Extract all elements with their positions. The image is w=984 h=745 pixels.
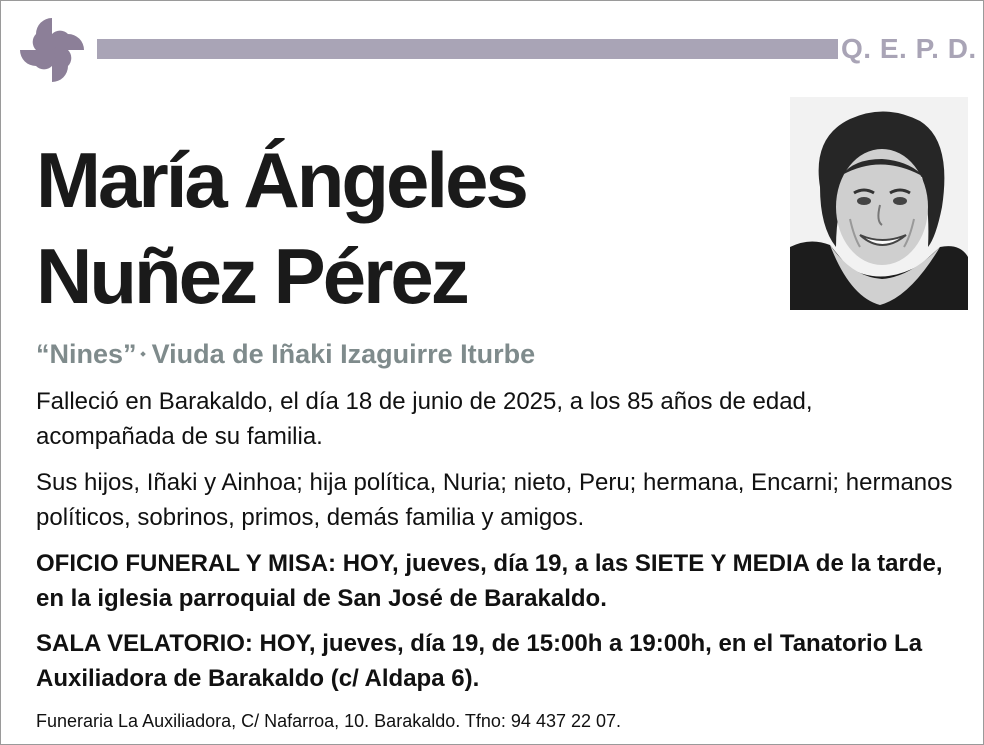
deceased-name [36,132,526,324]
portrait-photo [790,97,968,310]
wake-room-info: SALA VELATORIO: HOY, jueves, día 19, de 15:00h a 19:00h, en el Tanatorio La Auxiliadora de Barakaldo (c/ Aldapa 6). [36,630,923,692]
header-rule [97,39,838,59]
widow-of: Viuda de Iñaki Izaguirre Iturbe [151,339,536,369]
qepd-label: Q. E. P. D. [841,33,977,64]
family-list: Sus hijos, Iñaki y Ainhoa; hija política, Nuria; nieto, Peru; hermana, Encarni; hermanos políticos, sobrinos, primos, demás familia y amigos. [36,469,953,531]
nickname: “Nines” [36,339,137,369]
funeral-mass-info: OFICIO FUNERAL Y MISA: HOY, jueves, día 19, a las SIETE Y MEDIA de la tarde, en la iglesia parroquial de San José de Barakaldo. [36,550,943,612]
name-line-1: María Ángeles [36,136,526,224]
portrait-illustration [790,97,968,310]
subtitle [36,339,535,370]
name-line-2: Nuñez Pérez [36,232,467,320]
death-notice: Falleció en Barakaldo, el día 18 de junio de 2025, a los 85 años de edad, acompañada de su familia. [36,388,813,450]
separator-diamond-icon: ⬩ [140,345,146,361]
lauburu-icon [14,12,90,88]
funeral-home-footer: Funeraria La Auxiliadora, C/ Nafarroa, 10. Barakaldo. Tfno: 94 437 22 07. [36,711,622,731]
